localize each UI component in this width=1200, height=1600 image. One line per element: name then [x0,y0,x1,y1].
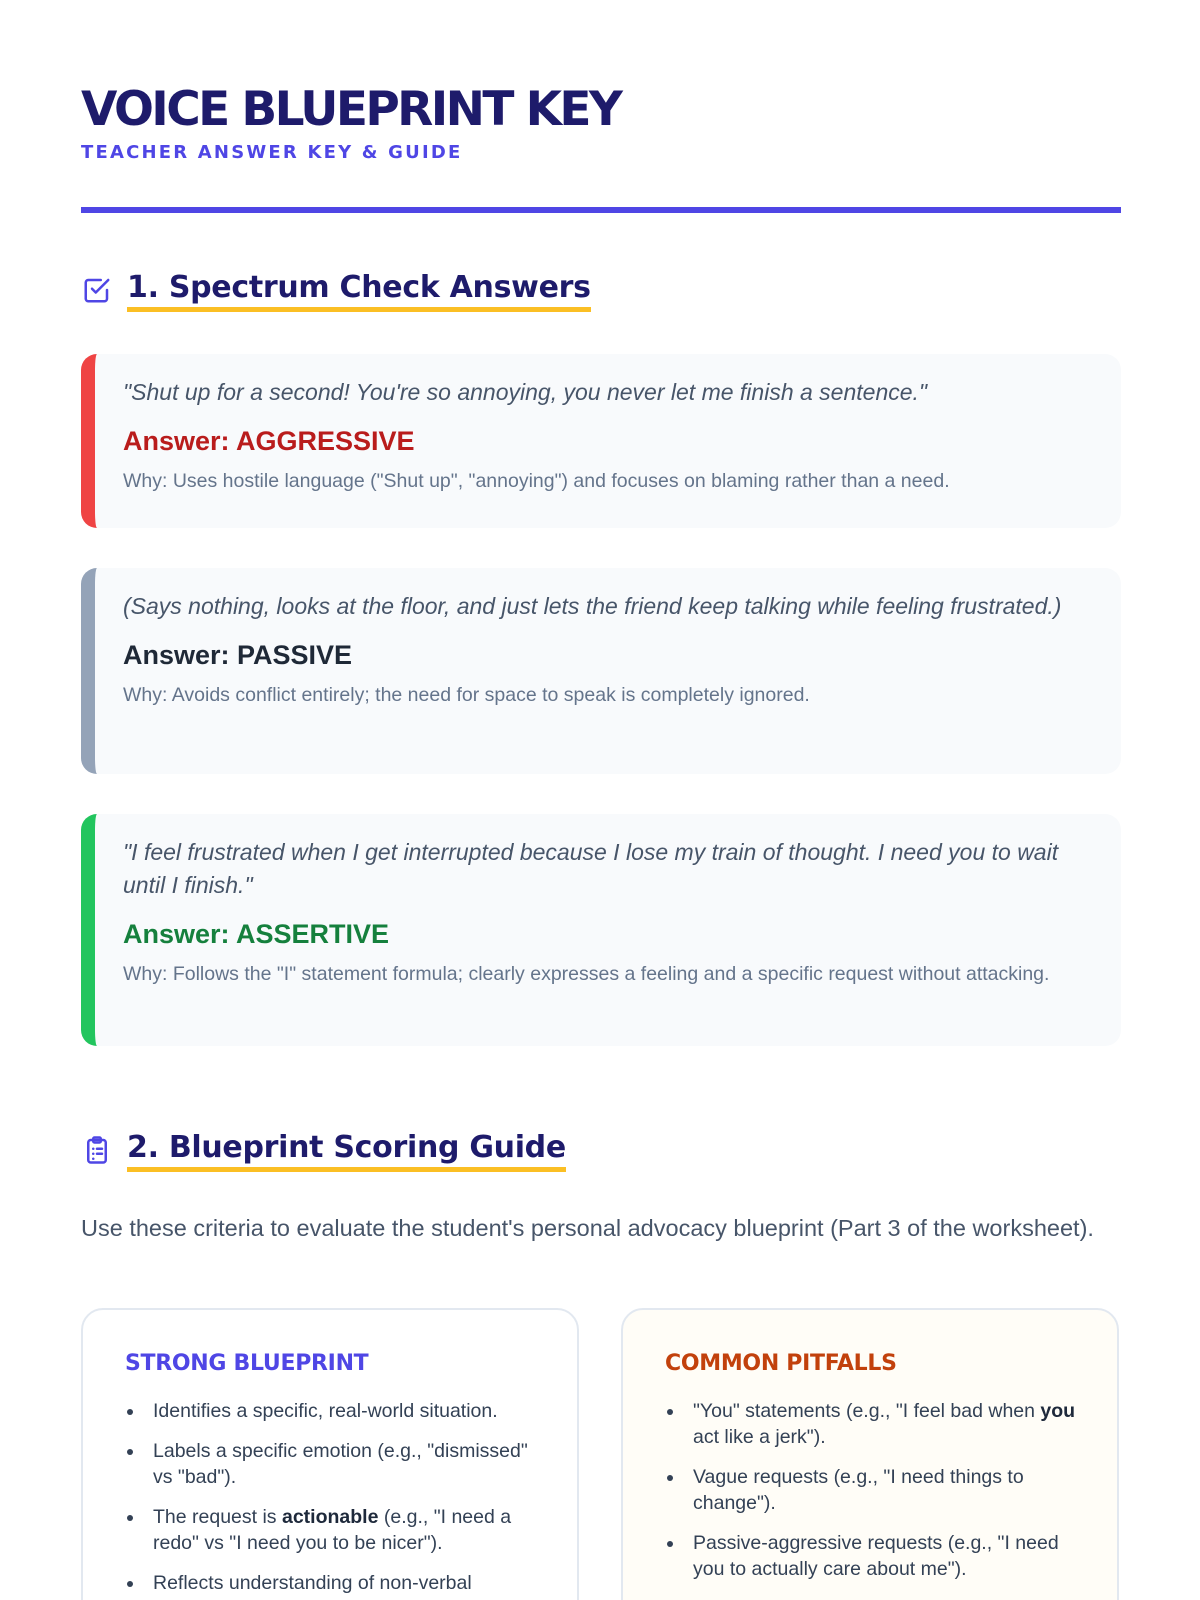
answer-label: Answer: PASSIVE [123,640,353,670]
list-item: "You" statements (e.g., "I feel bad when you act like a jerk"). [665,1398,1077,1450]
answer-explanation: Why: Follows the "I" statement formula; clearly expresses a feeling and a specific request without attacking. [123,963,1050,985]
scenario-quote: "I feel frustrated when I get interrupted because I lose my train of thought. I need you to wait until I finish." [123,839,1059,898]
strong-blueprint-list [125,1398,537,1596]
clipboard-icon [81,1134,113,1166]
list-item: Passive-aggressive requests (e.g., "I need you to actually care about me"). [665,1530,1077,1582]
common-pitfalls-heading: COMMON PITFALLS [665,1351,897,1376]
answer-label: Answer: ASSERTIVE [123,919,390,949]
section-spectrum-check-heading [81,268,591,312]
list-item: Labels a specific emotion (e.g., "dismissed" vs "bad"). [125,1438,537,1490]
section-heading: 1. Spectrum Check Answers [127,269,591,312]
scoring-intro: Use these criteria to evaluate the student's personal advocacy blueprint (Part 3 of the worksheet). [81,1215,1094,1241]
answer-explanation: Why: Uses hostile language ("Shut up", "annoying") and focuses on blaming rather than a need. [123,470,950,492]
answer-label: Answer: AGGRESSIVE [123,426,415,456]
page-title: VOICE BLUEPRINT KEY [81,82,621,137]
list-item: Vague requests (e.g., "I need things to change"). [665,1464,1077,1516]
strong-blueprint-box [81,1308,579,1600]
header-divider [81,207,1121,213]
answer-card-aggressive [81,354,1121,528]
checkbox-icon [81,274,113,306]
scenario-quote: "Shut up for a second! You're so annoying, you never let me finish a sentence." [123,379,928,405]
answer-card-assertive [81,814,1121,1046]
page-subtitle: TEACHER ANSWER KEY & GUIDE [81,142,463,163]
list-item: Identifies a specific, real-world situation. [125,1398,537,1424]
answer-card-passive [81,568,1121,774]
scenario-quote: (Says nothing, looks at the floor, and just lets the friend keep talking while feeling frustrated.) [123,593,1062,619]
strong-blueprint-heading: STRONG BLUEPRINT [125,1351,369,1376]
section-scoring-guide-heading [81,1128,566,1172]
list-item: The request is actionable (e.g., "I need a redo" vs "I need you to be nicer"). [125,1504,537,1556]
common-pitfalls-box [621,1308,1119,1600]
list-item: Reflects understanding of non-verbal [125,1570,537,1596]
section-heading: 2. Blueprint Scoring Guide [127,1129,566,1172]
common-pitfalls-list [665,1398,1077,1582]
answer-explanation: Why: Avoids conflict entirely; the need for space to speak is completely ignored. [123,684,810,706]
